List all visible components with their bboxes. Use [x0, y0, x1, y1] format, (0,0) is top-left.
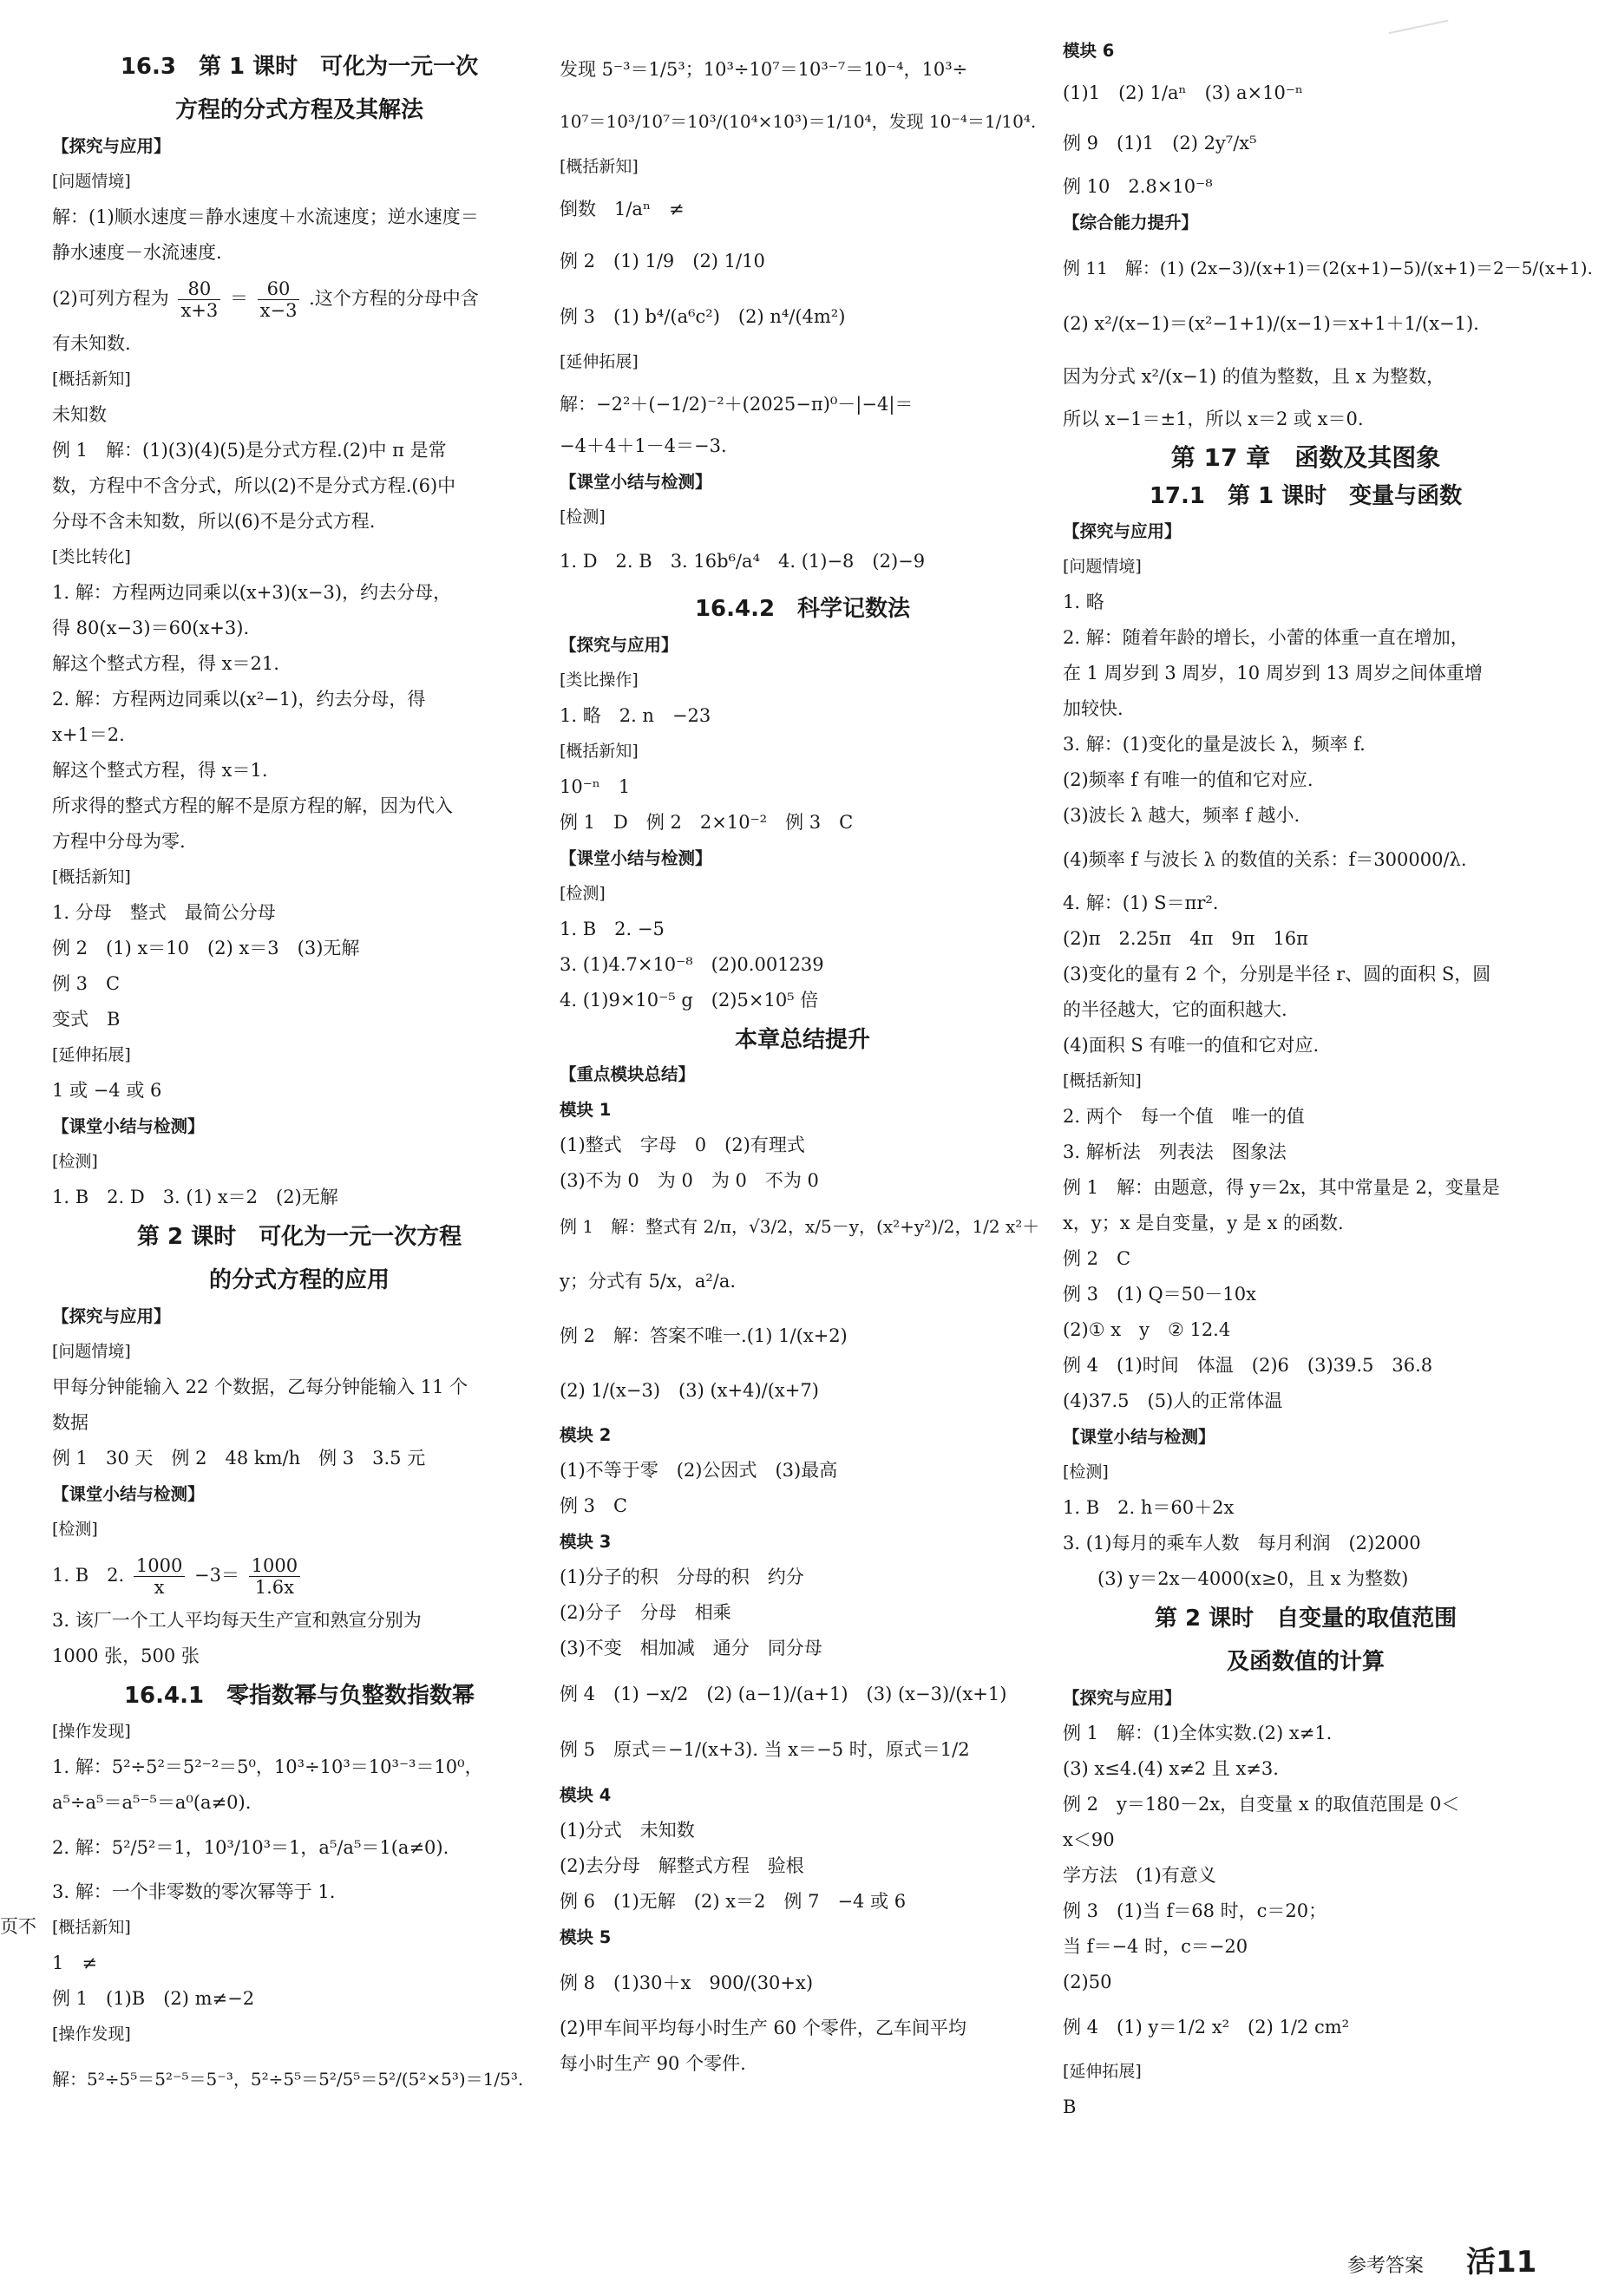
subheading: [检测]: [52, 1520, 98, 1539]
text-line: (3) y＝2x－4000(x≥0，且 x 为整数): [1097, 1568, 1409, 1589]
section-title: 16.4.1 零指数幂与负整数指数幂: [123, 1683, 475, 1709]
fraction: [258, 278, 300, 321]
denominator: x: [154, 1577, 165, 1598]
equation-line: 例 8 (1)30＋x 900/(30+x): [560, 1972, 814, 1993]
text-line: 有未知数.: [52, 333, 131, 354]
text-line: 3. 解析法 列表法 图象法: [1063, 1141, 1287, 1162]
module-label: 模块 1: [560, 1100, 612, 1120]
text-line: 在 1 周岁到 3 周岁，10 周岁到 13 周岁之间体重增: [1063, 663, 1483, 684]
section-title: 本章总结提升: [734, 1027, 870, 1053]
equation-line: 例 3 (1) b⁴/(a⁶c²) (2) n⁴/(4m²): [560, 306, 846, 327]
column-1: [52, 45, 547, 2106]
heading: 【探究与应用】: [52, 136, 171, 156]
heading: 【课堂小结与检测】: [52, 1484, 205, 1504]
subheading: [延伸拓展]: [1063, 2062, 1142, 2081]
text-line: −4＋4＋1－4＝−3.: [560, 435, 727, 456]
equation-line: 例 9 (1)1 (2) 2y⁷/x⁵: [1063, 133, 1257, 154]
section-title: 16.4.2 科学记数法: [694, 596, 911, 622]
subheading: [概括新知]: [52, 1918, 131, 1937]
denominator: x+3: [180, 300, 219, 321]
text-line: 所求得的整式方程的解不是原方程的解，因为代入: [52, 795, 453, 816]
subheading: [类比操作]: [560, 670, 639, 690]
text-line: 1. 略: [1063, 592, 1104, 612]
text-line: 2. 两个 每一个值 唯一的值: [1063, 1106, 1305, 1127]
equation-text: (2)可列方程为: [52, 288, 169, 309]
text-line: 解这个整式方程，得 x＝1.: [52, 760, 268, 781]
text-line: 例 2 (1) x＝10 (2) x＝3 (3)无解: [52, 938, 360, 958]
subheading: [延伸拓展]: [52, 1045, 131, 1064]
denominator: x−3: [259, 300, 298, 321]
text-line: (2)① x y ② 12.4: [1063, 1319, 1231, 1340]
text-line: (3)不为 0 为 0 为 0 不为 0: [560, 1170, 819, 1191]
numerator: 1000: [134, 1555, 185, 1577]
heading: 【课堂小结与检测】: [1063, 1427, 1215, 1447]
text-line: 1. 分母 整式 最简公分母: [52, 902, 276, 923]
equation-line: 10⁷＝10³/10⁷＝10³/(10⁴×10³)＝1/10⁴，发现 10⁻⁴＝1/10⁴.: [560, 111, 1037, 132]
equation-line: 例 5 原式＝−1/(x+3). 当 x＝−5 时，原式＝1/2: [560, 1739, 970, 1760]
fraction: [178, 278, 220, 321]
text-line: 学方法 (1)有意义: [1063, 1865, 1216, 1886]
text-line: 例 3 (1)当 f＝68 时，c＝20；: [1063, 1900, 1327, 1921]
text-line: 1. 解：方程两边同乘以(x+3)(x−3)，约去分母，: [52, 582, 452, 603]
equation-line: (4)频率 f 与波长 λ 的数值的关系：f＝300000/λ.: [1063, 849, 1467, 870]
text-line: 例 1 D 例 2 2×10⁻² 例 3 C: [560, 812, 854, 833]
text-line: (2)频率 f 有唯一的值和它对应.: [1063, 769, 1313, 790]
denominator: 1.6x: [254, 1577, 295, 1598]
equation-line: 2. 解：5²/5²＝1，10³/10³＝1，a⁵/a⁵＝1(a≠0).: [52, 1837, 449, 1858]
subheading: [检测]: [560, 884, 606, 903]
equation-line: 发现 5⁻³＝1/5³；10³÷10⁷＝10³⁻⁷＝10⁻⁴，10³÷: [560, 59, 968, 80]
equation-line: [52, 271, 547, 326]
margin-fragment: 页不: [0, 1916, 36, 1937]
subheading: [概括新知]: [560, 157, 639, 176]
text-line: 1. 略 2. n −23: [560, 705, 711, 726]
text-line: 1. 解：5²÷5²＝5²⁻²＝5⁰，10³÷10³＝10³⁻³＝10⁰，: [52, 1756, 483, 1777]
text-line: 10⁻ⁿ 1: [560, 776, 631, 797]
subheading: [操作发现]: [52, 2025, 131, 2044]
equation-line: 解：5²÷5⁵＝5²⁻⁵＝5⁻³，5²÷5⁵＝5²/5⁵＝5²/(5²×5³)＝1/5³.: [52, 2069, 524, 2090]
equation-line: (2) 1/(x−3) (3) (x+4)/(x+7): [560, 1380, 819, 1401]
text-line: (4)面积 S 有唯一的值和它对应.: [1063, 1035, 1320, 1056]
text-line: 得 80(x−3)＝60(x+3).: [52, 618, 250, 638]
equation-text: 1. B 2.: [52, 1565, 125, 1586]
text-line: x+1＝2.: [52, 724, 125, 745]
text-line: 例 1 30 天 例 2 48 km/h 例 3 3.5 元: [52, 1448, 426, 1469]
text-line: 甲每分钟能输入 22 个数据，乙每分钟能输入 11 个: [52, 1377, 468, 1397]
fraction: [249, 1555, 300, 1598]
section-title: 17.1 第 1 课时 变量与函数: [1149, 483, 1463, 509]
subheading: [检测]: [560, 507, 606, 527]
text-line: 4. (1)9×10⁻⁵ g (2)5×10⁵ 倍: [560, 990, 819, 1011]
text-line: (3)波长 λ 越大，频率 f 越小.: [1063, 805, 1300, 826]
heading: 【课堂小结与检测】: [52, 1116, 205, 1136]
text-line: 3. 该厂一个工人平均每天生产宣和熟宣分别为: [52, 1610, 422, 1631]
subheading: [概括新知]: [1063, 1071, 1142, 1090]
section-title: 第 2 课时 自变量的取值范围: [1154, 1606, 1458, 1632]
text-line: 解这个整式方程，得 x＝21.: [52, 653, 279, 674]
text-line: (2)π 2.25π 4π 9π 16π: [1063, 928, 1308, 949]
text-line: a⁵÷a⁵＝a⁵⁻⁵＝a⁰(a≠0).: [52, 1792, 252, 1813]
text-line: 3. 解：(1)变化的量是波长 λ，频率 f.: [1063, 734, 1366, 755]
text-line: 1. B 2. h＝60＋2x: [1063, 1497, 1235, 1518]
text-line: 1000 张，500 张: [52, 1645, 200, 1666]
text-line: 静水速度－水流速度.: [52, 242, 222, 263]
section-title: 的分式方程的应用: [208, 1267, 390, 1293]
module-label: 模块 6: [1063, 41, 1115, 61]
scan-mark: [1389, 20, 1449, 35]
subheading: [概括新知]: [560, 742, 639, 761]
equation-line: y；分式有 5/x，a²/a.: [560, 1271, 737, 1292]
text-line: (3) x≤4.(4) x≠2 且 x≠3.: [1063, 1758, 1279, 1779]
equation-line: 例 4 (1) −x/2 (2) (a−1)/(a+1) (3) (x−3)/(x+1): [560, 1684, 1007, 1704]
equation-text: −3＝: [194, 1565, 239, 1586]
text-line: 例 6 (1)无解 (2) x＝2 例 7 −4 或 6: [560, 1891, 907, 1912]
equation-line: 例 11 解：(1) (2x−3)/(x+1)＝(2(x+1)−5)/(x+1)＝2－5/(x+1).: [1063, 258, 1593, 278]
equation-line: 例 1 解：整式有 2/π，√3/2，x/5－y，(x²+y²)/2，1/2 x²＋: [560, 1216, 1040, 1237]
subheading: [问题情境]: [52, 172, 131, 191]
section-title: 16.3 第 1 课时 可化为一元一次: [120, 54, 479, 80]
text-line: 3. (1)每月的乘车人数 每月利润 (2)2000: [1063, 1533, 1421, 1554]
numerator: 80: [178, 278, 220, 300]
text-line: 1 ≠: [52, 1953, 97, 1973]
text-line: 例 1 (1)B (2) m≠−2: [52, 1988, 255, 2009]
section-title: 第 2 课时 可化为一元一次方程: [136, 1224, 462, 1250]
chapter-title: 第 17 章 函数及其图象: [1170, 443, 1441, 472]
text-line: 4. 解：(1) S＝πr².: [1063, 893, 1219, 913]
text-line: 例 3 (1) Q＝50－10x: [1063, 1284, 1256, 1305]
text-line: (1)整式 字母 0 (2)有理式: [560, 1135, 805, 1155]
footer-label: 参考答案: [1347, 2255, 1425, 2277]
module-label: 模块 3: [560, 1532, 612, 1552]
subheading: [检测]: [52, 1152, 98, 1171]
text-line: 1. B 2. −5: [560, 919, 665, 939]
text-line: 分母不含未知数，所以(6)不是分式方程.: [52, 511, 376, 532]
text-line: 3. (1)4.7×10⁻⁸ (2)0.001239: [560, 954, 824, 975]
module-label: 模块 5: [560, 1927, 612, 1947]
equation-line: 解：−2²＋(−1/2)⁻²＋(2025−π)⁰－|−4|＝: [560, 394, 914, 415]
subheading: [概括新知]: [52, 370, 131, 389]
text-line: 变式 B: [52, 1009, 121, 1030]
text-line: 数，方程中不含分式，所以(2)不是分式方程.(6)中: [52, 475, 456, 496]
text-line: B: [1063, 2096, 1077, 2117]
section-title: 方程的分式方程及其解法: [174, 97, 423, 123]
text-line: (2)去分母 解整式方程 验根: [560, 1855, 804, 1876]
subheading: [检测]: [1063, 1462, 1109, 1482]
subheading: [问题情境]: [1063, 557, 1142, 576]
heading: 【课堂小结与检测】: [560, 472, 712, 492]
equation-line: 例 2 解：答案不唯一.(1) 1/(x+2): [560, 1325, 848, 1346]
subheading: [类比转化]: [52, 547, 131, 566]
module-label: 模块 2: [560, 1425, 612, 1445]
equals-sign: ＝: [229, 288, 248, 309]
equation-line: (2) x²/(x−1)＝(x²−1+1)/(x−1)＝x+1＋1/(x−1).: [1063, 313, 1479, 334]
text-line: 解：(1)顺水速度＝静水速度＋水流速度；逆水速度＝: [52, 206, 479, 227]
text-line: 的半径越大，它的面积越大.: [1063, 999, 1287, 1020]
text-line: 例 3 C: [52, 973, 121, 994]
equation-text: .这个方程的分母中含: [309, 288, 479, 309]
heading: 【探究与应用】: [560, 635, 678, 655]
text-line: 2. 解：随着年龄的增长，小蕾的体重一直在增加，: [1063, 627, 1469, 648]
heading: 【课堂小结与检测】: [560, 848, 712, 868]
text-line: (2)甲车间平均每小时生产 60 个零件，乙车间平均: [560, 2018, 966, 2038]
text-line: 例 1 解：(1)全体实数.(2) x≠1.: [1063, 1723, 1333, 1743]
text-line: x＜90: [1063, 1829, 1115, 1850]
text-line: x，y；x 是自变量，y 是 x 的函数.: [1063, 1213, 1344, 1233]
text-line: (2)分子 分母 相乘: [560, 1602, 731, 1623]
fraction: [134, 1555, 185, 1598]
text-line: (3)不变 相加减 通分 同分母: [560, 1638, 822, 1658]
equation-line: 1. D 2. B 3. 16b⁶/a⁴ 4. (1)−8 (2)−9: [560, 551, 926, 572]
text-line: 1 或 −4 或 6: [52, 1080, 162, 1101]
heading: 【探究与应用】: [1063, 1688, 1182, 1708]
subheading: [概括新知]: [52, 867, 131, 886]
subheading: [延伸拓展]: [560, 352, 639, 371]
heading: 【综合能力提升】: [1063, 213, 1199, 232]
text-line: 2. 解：方程两边同乘以(x²−1)，约去分母，得: [52, 689, 426, 710]
numerator: 1000: [249, 1555, 300, 1577]
heading: 【探究与应用】: [1063, 521, 1182, 541]
text-line: 例 2 y＝180－2x，自变量 x 的取值范围是 0＜: [1063, 1794, 1460, 1815]
text-line: (2)50: [1063, 1972, 1112, 1992]
text-line: 方程中分母为零.: [52, 831, 186, 852]
text-line: 每小时生产 90 个零件.: [560, 2053, 746, 2074]
text-line: (1)不等于零 (2)公因式 (3)最高: [560, 1460, 838, 1481]
column-2: [560, 45, 1045, 2082]
text-line: 1. B 2. D 3. (1) x＝2 (2)无解: [52, 1187, 338, 1207]
text-line: 3. 解：一个非零数的零次幂等于 1.: [52, 1881, 336, 1902]
equation-line: 例 4 (1) y＝1/2 x² (2) 1/2 cm²: [1063, 2017, 1350, 2038]
section-title: 及函数值的计算: [1226, 1649, 1385, 1675]
equation-line: 例 2 (1) 1/9 (2) 1/10: [560, 251, 765, 271]
heading: 【重点模块总结】: [560, 1064, 696, 1084]
module-label: 模块 4: [560, 1785, 612, 1805]
text-line: 例 1 解：由题意，得 y＝2x，其中常量是 2，变量是: [1063, 1177, 1500, 1198]
text-line: 数据: [52, 1412, 88, 1433]
text-line: (3)变化的量有 2 个，分别是半径 r、圆的面积 S，圆: [1063, 964, 1491, 984]
text-line: 当 f＝−4 时，c＝−20: [1063, 1936, 1248, 1957]
heading: 【探究与应用】: [52, 1306, 171, 1326]
text-line: (4)37.5 (5)人的正常体温: [1063, 1390, 1283, 1411]
text-line: (1)分子的积 分母的积 约分: [560, 1567, 804, 1587]
text-line: 例 3 C: [560, 1495, 628, 1516]
subheading: [操作发现]: [52, 1722, 131, 1741]
text-line: 例 10 2.8×10⁻⁸: [1063, 176, 1213, 197]
text-line: 未知数: [52, 404, 107, 425]
text-line: 加较快.: [1063, 698, 1124, 719]
text-line: 所以 x−1＝±1，所以 x＝2 或 x＝0.: [1063, 409, 1364, 429]
equation-line: 因为分式 x²/(x−1) 的值为整数，且 x 为整数，: [1063, 366, 1445, 387]
column-3: [1063, 41, 1593, 2125]
equation-line: [52, 1547, 547, 1603]
subheading: [问题情境]: [52, 1342, 131, 1361]
text-line: (1)分式 未知数: [560, 1820, 695, 1841]
text-line: 例 1 解：(1)(3)(4)(5)是分式方程.(2)中 π 是常: [52, 440, 447, 461]
page-number: 活11: [1466, 2245, 1537, 2280]
text-line: 例 2 C: [1063, 1248, 1131, 1269]
text-line: 例 4 (1)时间 体温 (2)6 (3)39.5 36.8: [1063, 1355, 1433, 1376]
equation-line: 倒数 1/aⁿ ≠: [560, 199, 685, 219]
numerator: 60: [258, 278, 300, 300]
equation-line: (1)1 (2) 1/aⁿ (3) a×10⁻ⁿ: [1063, 82, 1303, 103]
